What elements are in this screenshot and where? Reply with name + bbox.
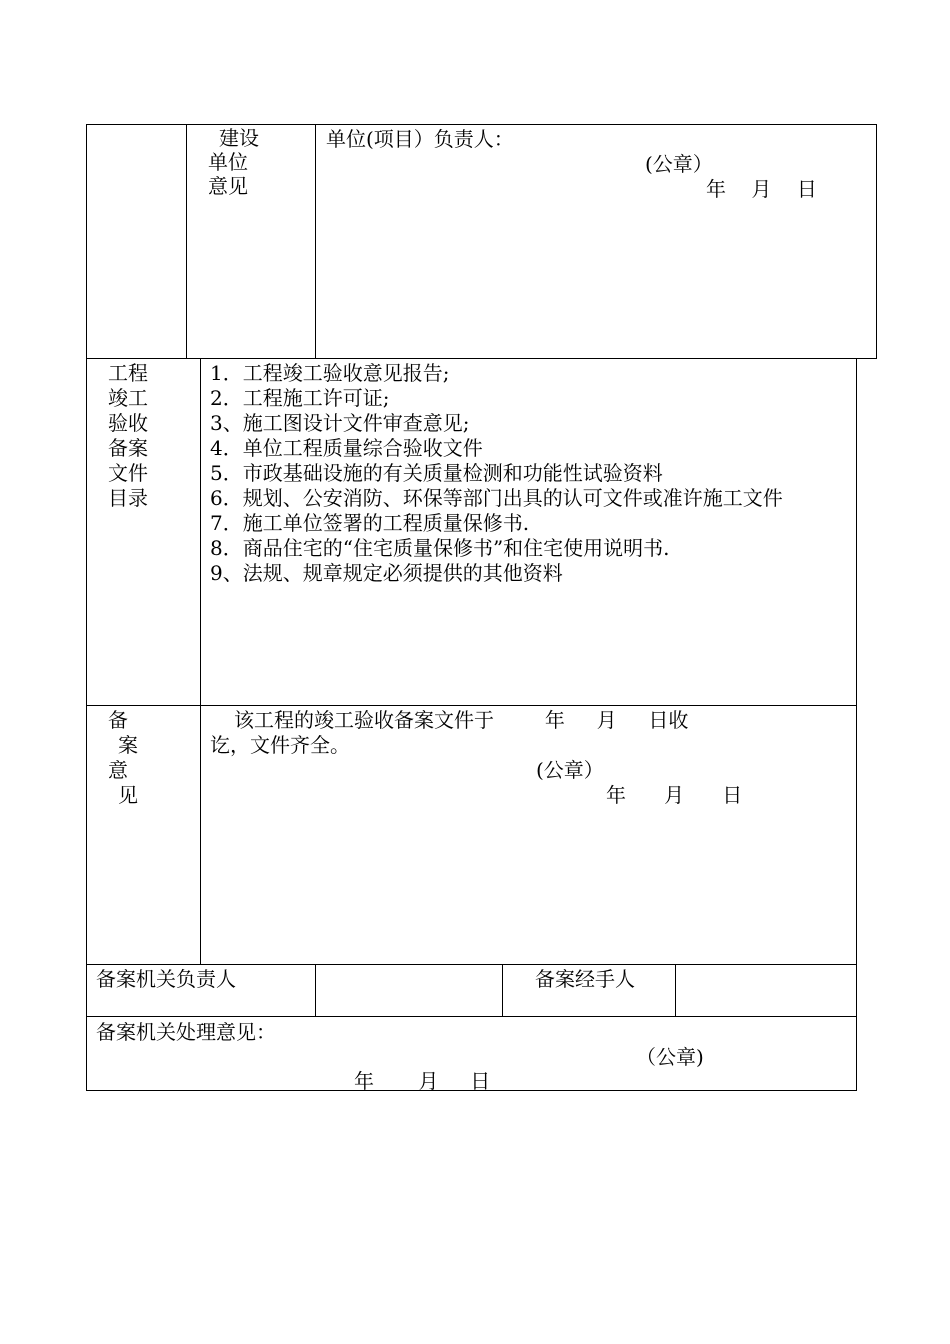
documents-catalog-label (108, 361, 148, 511)
authority-head-signature-field[interactable] (316, 965, 502, 1016)
label-line: 意 (108, 758, 128, 782)
divider (200, 358, 201, 965)
label-line: 竣工 (108, 386, 148, 410)
list-item: 8．商品住宅的“住宅质量保修书”和住宅使用说明书. (210, 536, 670, 560)
divider (502, 964, 503, 1017)
filing-statement-continued: 讫，文件齐全。 (210, 733, 350, 757)
divider (86, 358, 877, 359)
label-line: 备案 (108, 436, 148, 460)
divider (86, 1016, 857, 1017)
list-item: 3、施工图设计文件审查意见; (210, 411, 470, 435)
list-item: 1．工程竣工验收意见报告; (210, 361, 450, 385)
filing-statement: 该工程的竣工验收备案文件于 年 月 日收 (234, 708, 689, 732)
label-line: 见 (118, 783, 138, 807)
divider (315, 124, 316, 358)
list-item: 5．市政基础设施的有关质量检测和功能性试验资料 (210, 461, 663, 485)
divider (86, 705, 857, 706)
handler-signature-field[interactable] (676, 965, 856, 1016)
responsible-person-label: 单位(项目）负责人： (326, 127, 514, 151)
documents-list (210, 361, 783, 586)
list-item: 9、法规、规章规定必须提供的其他资料 (210, 561, 563, 585)
label-line: 文件 (108, 461, 148, 485)
border-right (856, 358, 857, 1091)
handler-label: 备案经手人 (535, 967, 635, 991)
official-seal: （公章) (636, 1045, 704, 1069)
processing-opinion-label: 备案机关处理意见： (96, 1020, 276, 1044)
label-line: 单位 (208, 150, 248, 174)
date-field: 年 月 日 (606, 783, 743, 807)
list-item: 4．单位工程质量综合验收文件 (210, 436, 483, 460)
list-item: 7．施工单位签署的工程质量保修书. (210, 511, 530, 535)
authority-head-label: 备案机关负责人 (96, 967, 236, 991)
construction-unit-label (208, 126, 259, 198)
border-top (86, 124, 877, 125)
border-right (876, 124, 877, 358)
official-seal: (公章） (536, 758, 604, 782)
date-field: 年 月 日 (706, 177, 817, 201)
list-item: 6．规划、公安消防、环保等部门出具的认可文件或准许施工文件 (210, 486, 783, 510)
label-line: 目录 (108, 486, 148, 510)
border-left (86, 124, 87, 1091)
label-line: 备 (108, 708, 128, 732)
label-line: 意见 (208, 174, 248, 198)
label-line: 建设 (219, 126, 259, 150)
filing-opinion-label (108, 708, 138, 808)
label-line: 验收 (108, 411, 148, 435)
official-seal: (公章） (645, 152, 713, 176)
list-item: 2．工程施工许可证; (210, 386, 390, 410)
divider (186, 124, 187, 358)
date-field: 年 月 日 (354, 1069, 491, 1093)
label-line: 案 (118, 733, 138, 757)
label-line: 工程 (108, 361, 148, 385)
